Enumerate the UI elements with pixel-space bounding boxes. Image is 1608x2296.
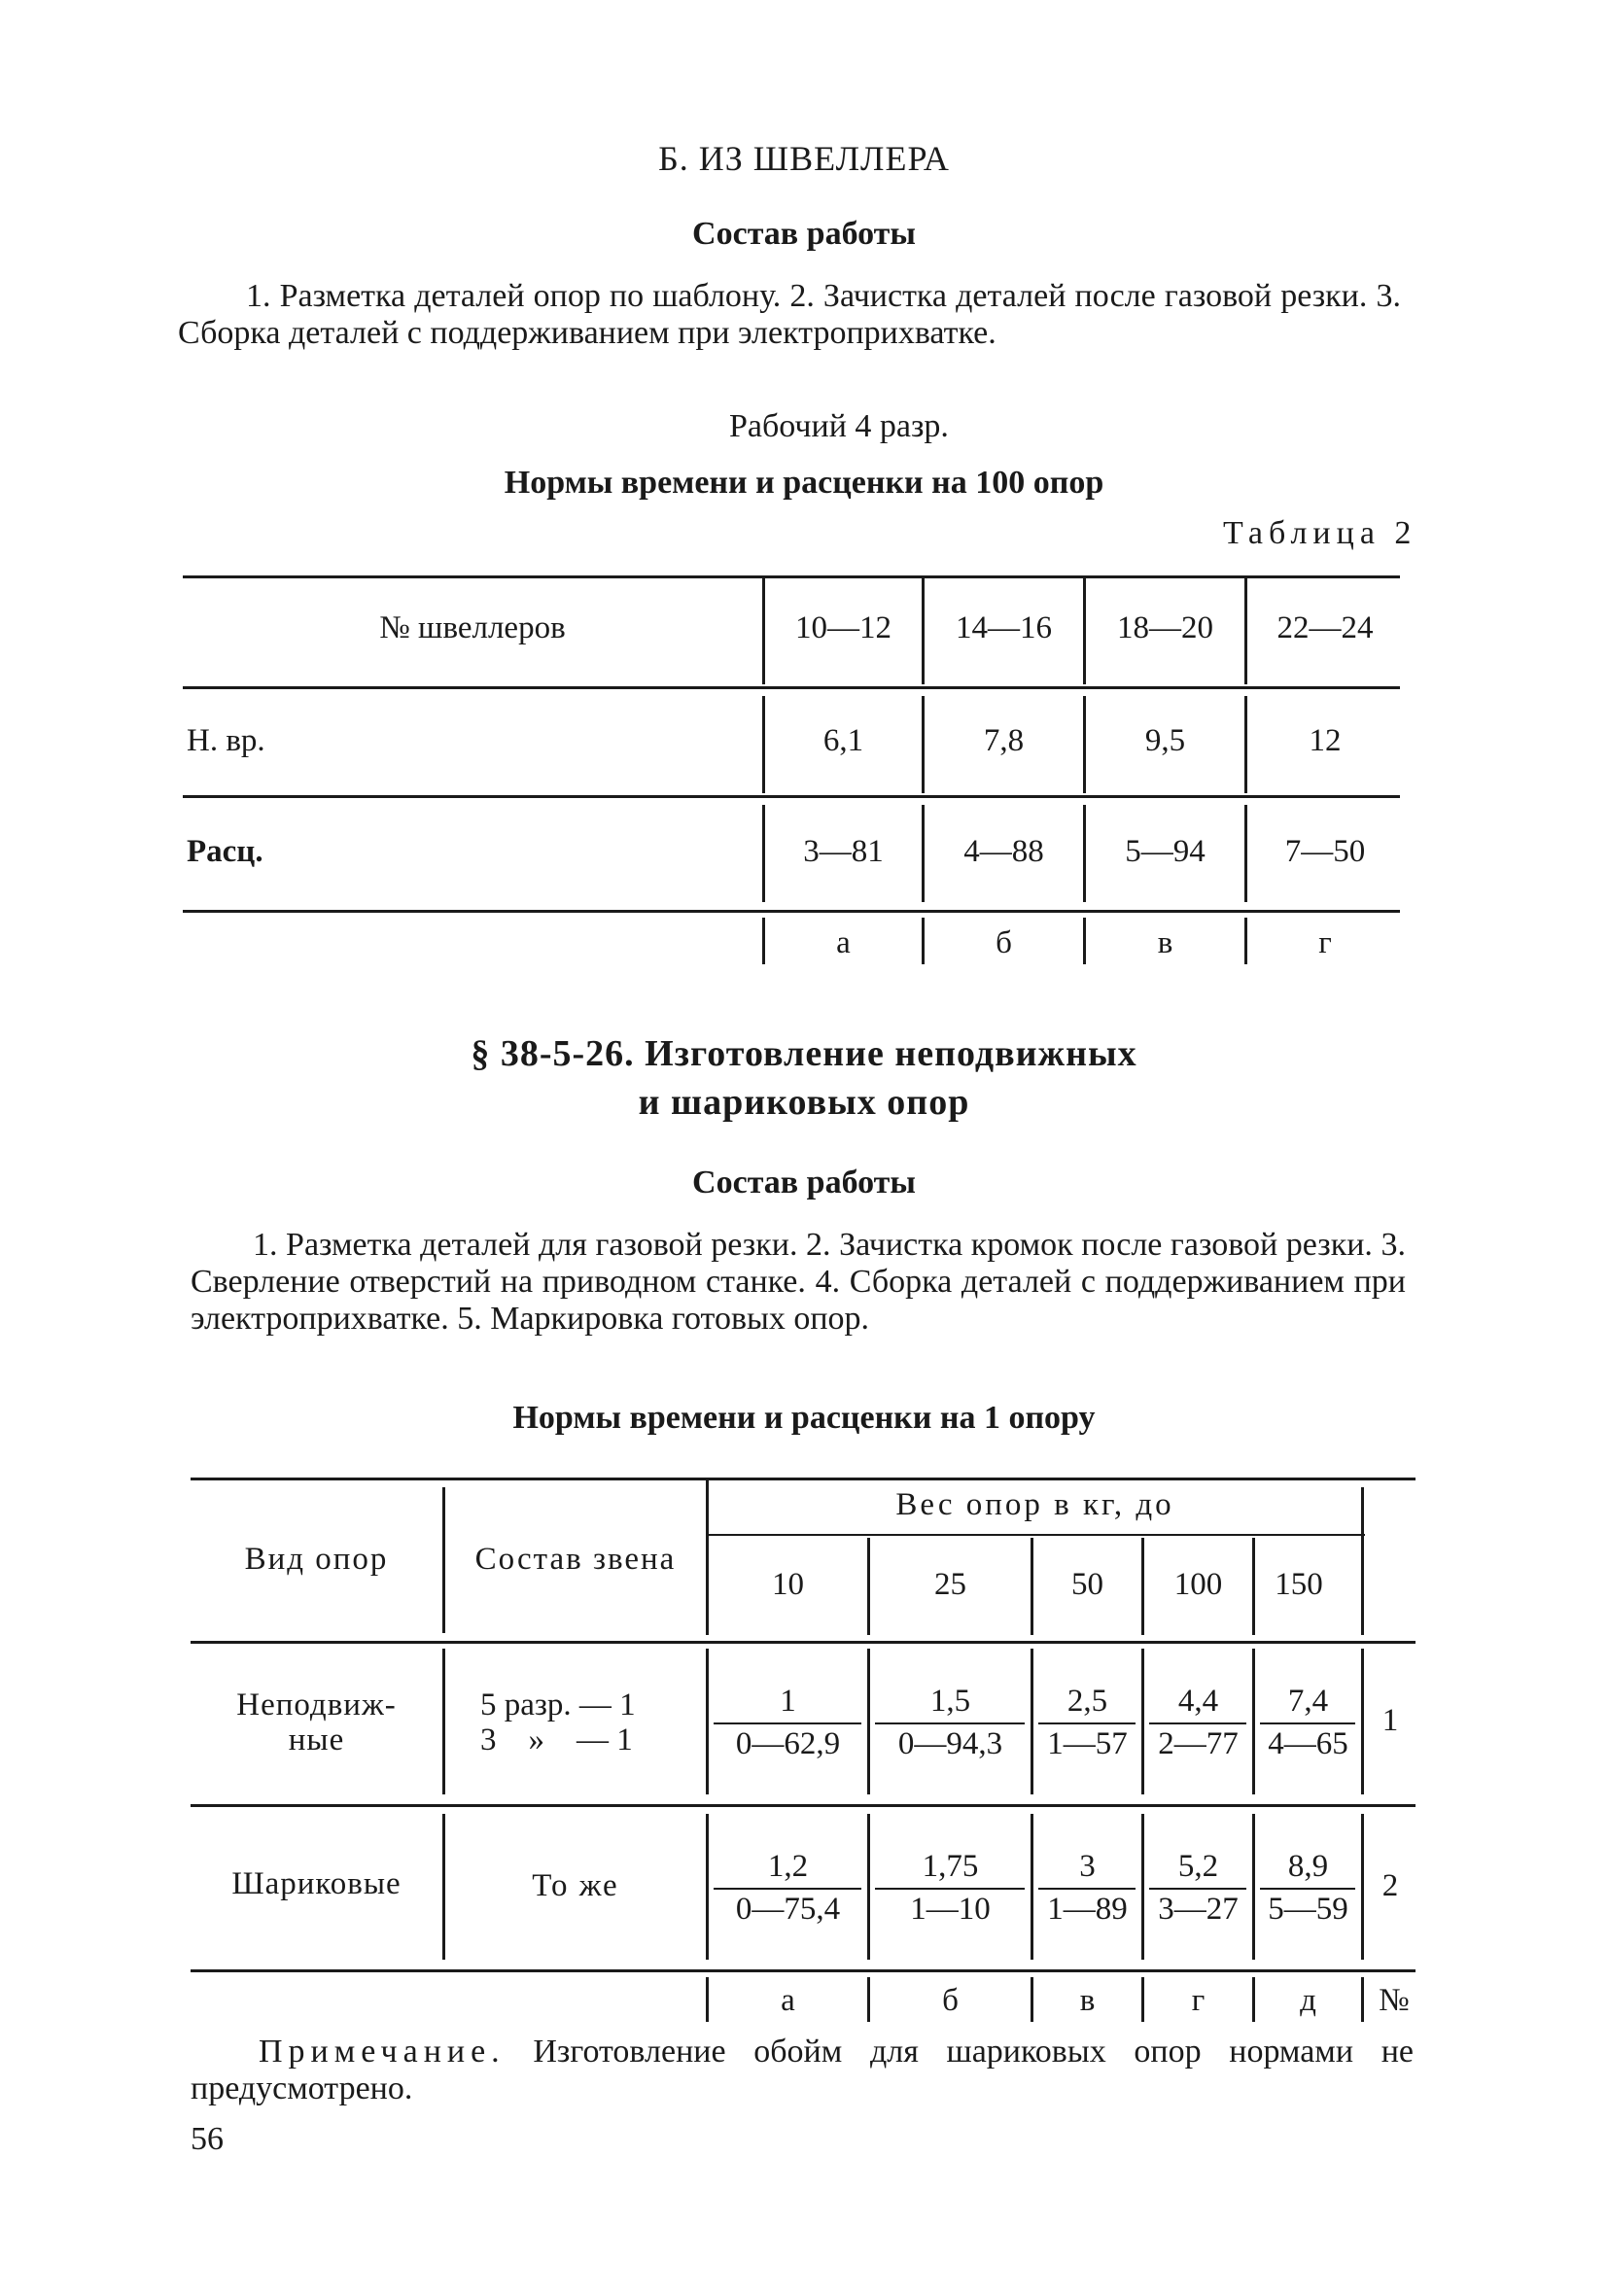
row-crew: 5 разр. — 1 xyxy=(480,1687,636,1722)
col-header-crew: Состав звена xyxy=(474,1542,677,1577)
rate: 4—65 xyxy=(1268,1726,1348,1761)
table-col-header: 22—24 xyxy=(1276,610,1374,645)
norms-title: Нормы времени и расценки на 1 опору xyxy=(512,1400,1096,1436)
weight-col-header: 50 xyxy=(1071,1567,1103,1602)
rate: 3—27 xyxy=(1158,1892,1239,1927)
table-cell: 3—81 xyxy=(803,834,884,869)
rate: 2—77 xyxy=(1158,1726,1239,1761)
weight-col-header: 10 xyxy=(772,1567,804,1602)
table-cell: 7—50 xyxy=(1284,834,1366,869)
norm-time: 2,5 xyxy=(1066,1684,1108,1719)
table-col-header: 10—12 xyxy=(795,610,891,645)
column-letter: б xyxy=(996,925,1012,960)
weight-col-header: 25 xyxy=(934,1567,966,1602)
col-header-type: Вид опор xyxy=(244,1542,389,1577)
column-letter: г xyxy=(1191,1983,1206,2018)
row-number: 1 xyxy=(1381,1703,1399,1738)
rate: 0—75,4 xyxy=(735,1892,841,1927)
table-label: Таблица 2 xyxy=(1223,515,1417,551)
table-header-label: № швеллеров xyxy=(379,610,566,645)
note xyxy=(191,2034,1414,2107)
column-letter: д xyxy=(1300,1983,1316,2018)
row-type: Шариковые xyxy=(231,1866,402,1901)
row-type: ные xyxy=(288,1722,345,1757)
table-cell: 4—88 xyxy=(963,834,1044,869)
table-col-header: 18—20 xyxy=(1117,610,1213,645)
weight-col-header: 100 xyxy=(1173,1567,1223,1602)
weight-header: Вес опор в кг, до xyxy=(895,1487,1174,1522)
row-number-label: № xyxy=(1379,1983,1410,2018)
table-cell: 6,1 xyxy=(822,723,864,758)
note-label: Примечание. xyxy=(259,2034,506,2070)
column-letter: в xyxy=(1157,925,1173,960)
norm-time: 1,75 xyxy=(922,1849,979,1884)
page-number: 56 xyxy=(191,2121,224,2157)
work-composition-title: Состав работы xyxy=(692,216,916,252)
section-title-line2: и шариковых опор xyxy=(638,1082,970,1123)
norm-time: 3 xyxy=(1079,1849,1096,1884)
worker-grade: Рабочий 4 разр. xyxy=(729,408,949,444)
norm-time: 4,4 xyxy=(1177,1684,1219,1719)
work-composition-title: Состав работы xyxy=(692,1165,916,1200)
column-letter: в xyxy=(1079,1983,1096,2018)
section-heading: Б. ИЗ ШВЕЛЛЕРА xyxy=(658,139,950,178)
table-cell: 5—94 xyxy=(1125,834,1206,869)
norm-time: 1,2 xyxy=(767,1849,809,1884)
norm-time: 5,2 xyxy=(1177,1849,1219,1884)
row-crew: То же xyxy=(532,1868,619,1903)
rate: 0—62,9 xyxy=(735,1726,841,1761)
table-row-label: Н. вр. xyxy=(187,723,265,758)
rate: 1—10 xyxy=(910,1892,991,1927)
work-composition-text: 1. Разметка деталей опор по шаблону. 2. Зачистка деталей после газовой резки. 3. Сборка деталей с поддерживанием при электроприхватке. xyxy=(178,278,1401,351)
norms-title: Нормы времени и расценки на 100 опор xyxy=(504,465,1104,501)
rate: 0—94,3 xyxy=(897,1726,1003,1761)
row-number: 2 xyxy=(1381,1868,1399,1903)
norm-time: 8,9 xyxy=(1287,1849,1329,1884)
column-letter: а xyxy=(836,925,851,960)
row-type: Неподвиж- xyxy=(236,1687,397,1722)
norm-time: 7,4 xyxy=(1287,1684,1329,1719)
rate: 5—59 xyxy=(1268,1892,1348,1927)
note-text: Изготовление обойм для шариковых опор нормами не предусмотрено. xyxy=(191,2034,1414,2106)
table-cell: 9,5 xyxy=(1144,723,1186,758)
table-row-label: Расц. xyxy=(187,834,263,869)
column-letter: б xyxy=(942,1983,959,2018)
section-title-line1: § 38-5-26. Изготовление неподвижных xyxy=(471,1033,1137,1074)
norm-time: 1,5 xyxy=(929,1684,971,1719)
norm-time: 1 xyxy=(780,1684,796,1719)
row-crew: 3 » — 1 xyxy=(480,1722,633,1757)
work-composition-text: 1. Разметка деталей для газовой резки. 2. Зачистка кромок после газовой резки. 3. Сверление отверстий на приводном станке. 4. Сборка деталей с поддерживанием при электроприхватке. 5. Маркировка готовых опор. xyxy=(191,1227,1406,1337)
table-cell: 7,8 xyxy=(983,723,1025,758)
rate: 1—89 xyxy=(1047,1892,1128,1927)
table-cell: 12 xyxy=(1309,723,1342,758)
table-col-header: 14—16 xyxy=(956,610,1052,645)
column-letter: г xyxy=(1318,925,1332,960)
weight-col-header: 150 xyxy=(1275,1567,1323,1602)
rate: 1—57 xyxy=(1047,1726,1128,1761)
column-letter: а xyxy=(781,1983,795,2018)
